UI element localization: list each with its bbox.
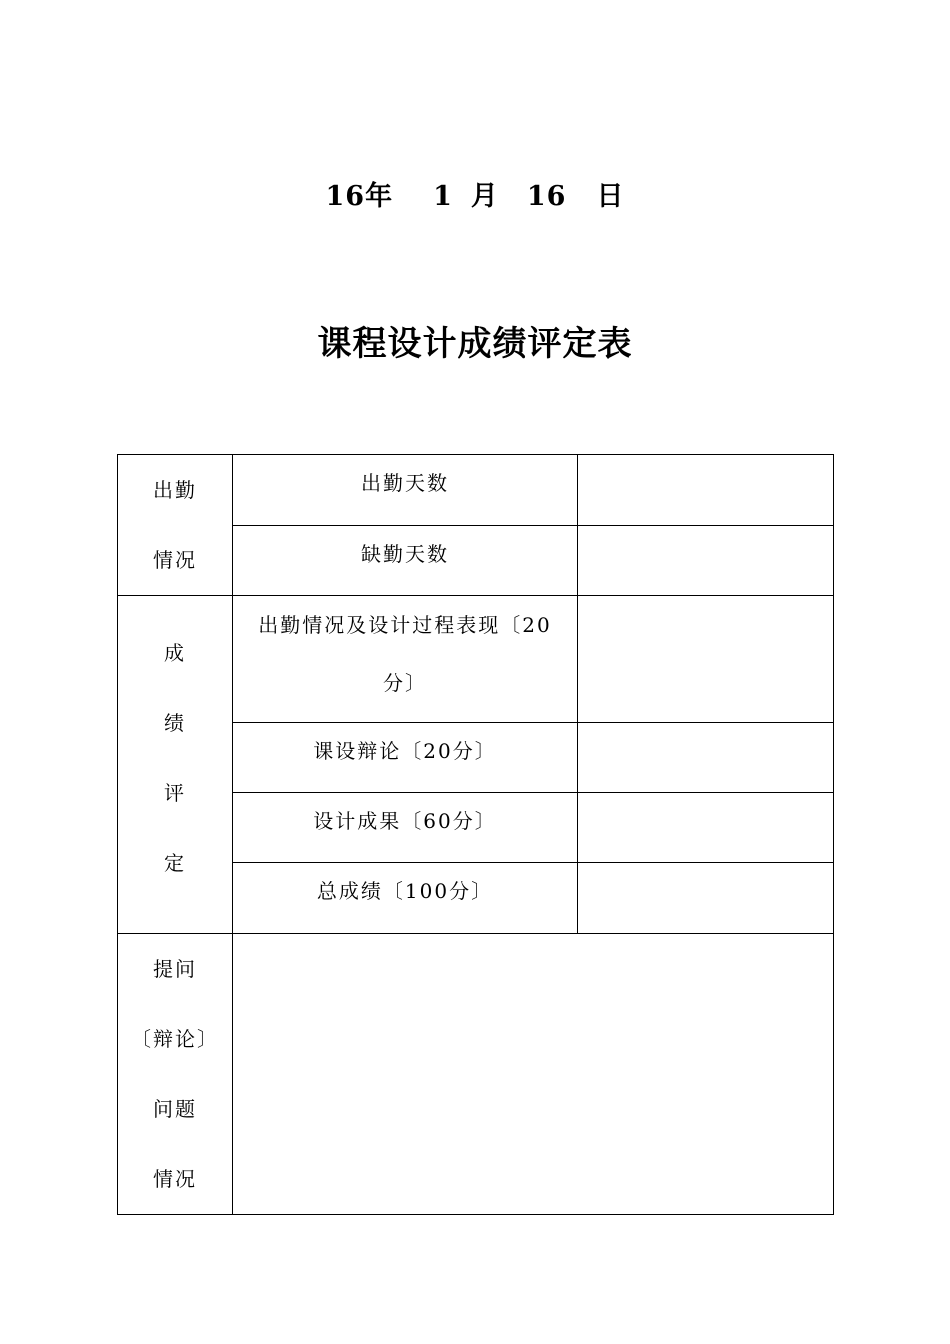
absence-days-label: 缺勤天数 bbox=[361, 541, 449, 566]
total-score-value-cell[interactable] bbox=[578, 863, 834, 934]
questions-label-line3: 问题 bbox=[153, 1097, 197, 1121]
questions-label-line1: 提问 bbox=[153, 957, 197, 981]
design-result-value-cell[interactable] bbox=[578, 793, 834, 863]
total-score-label-cell bbox=[233, 863, 578, 934]
questions-label-line4: 情况 bbox=[153, 1167, 197, 1191]
questions-label-cell bbox=[118, 934, 233, 1215]
grading-label-char-4: 定 bbox=[164, 851, 186, 875]
grading-label-char-3: 评 bbox=[164, 781, 186, 805]
attendance-label-cell bbox=[118, 455, 233, 596]
design-result-label-cell bbox=[233, 793, 578, 863]
attendance-days-label-cell bbox=[233, 455, 578, 526]
process-performance-label: 出勤情况及设计过程表现〔20分〕 bbox=[258, 613, 552, 695]
defense-value-cell[interactable] bbox=[578, 723, 834, 793]
attendance-days-value-cell[interactable] bbox=[578, 455, 834, 526]
absence-days-label-cell bbox=[233, 525, 578, 596]
table-row-process-performance bbox=[118, 596, 834, 723]
questions-content-cell[interactable] bbox=[233, 934, 834, 1215]
grading-label-char-2: 绩 bbox=[164, 711, 186, 735]
design-result-label: 设计成果〔60分〕 bbox=[313, 809, 497, 833]
date-line bbox=[0, 174, 950, 213]
table-row-questions bbox=[118, 934, 834, 1215]
date-month-number: 1 bbox=[433, 181, 453, 212]
date-day-number: 16 bbox=[526, 181, 567, 212]
questions-label-line2: 〔辩论〕 bbox=[131, 1027, 219, 1051]
process-performance-value-cell[interactable] bbox=[578, 596, 834, 723]
grading-label-char-1: 成 bbox=[164, 641, 186, 665]
date-year: 16年 bbox=[325, 181, 394, 212]
attendance-label-line1: 出勤 bbox=[153, 478, 197, 502]
evaluation-table bbox=[117, 454, 834, 1215]
total-score-label: 总成绩〔100分〕 bbox=[316, 879, 494, 903]
date-month-unit: 月 bbox=[470, 181, 499, 212]
table-row-attendance-days bbox=[118, 455, 834, 526]
grading-label-cell bbox=[118, 596, 233, 934]
attendance-days-label: 出勤天数 bbox=[361, 471, 449, 495]
absence-days-value-cell[interactable] bbox=[578, 525, 834, 596]
date-day-unit: 日 bbox=[596, 181, 625, 212]
defense-label: 课设辩论〔20分〕 bbox=[313, 739, 497, 763]
process-performance-label-cell bbox=[233, 596, 578, 723]
attendance-label-line2: 情况 bbox=[153, 548, 197, 572]
page-title: 课程设计成绩评定表 bbox=[317, 324, 633, 364]
defense-label-cell bbox=[233, 723, 578, 793]
